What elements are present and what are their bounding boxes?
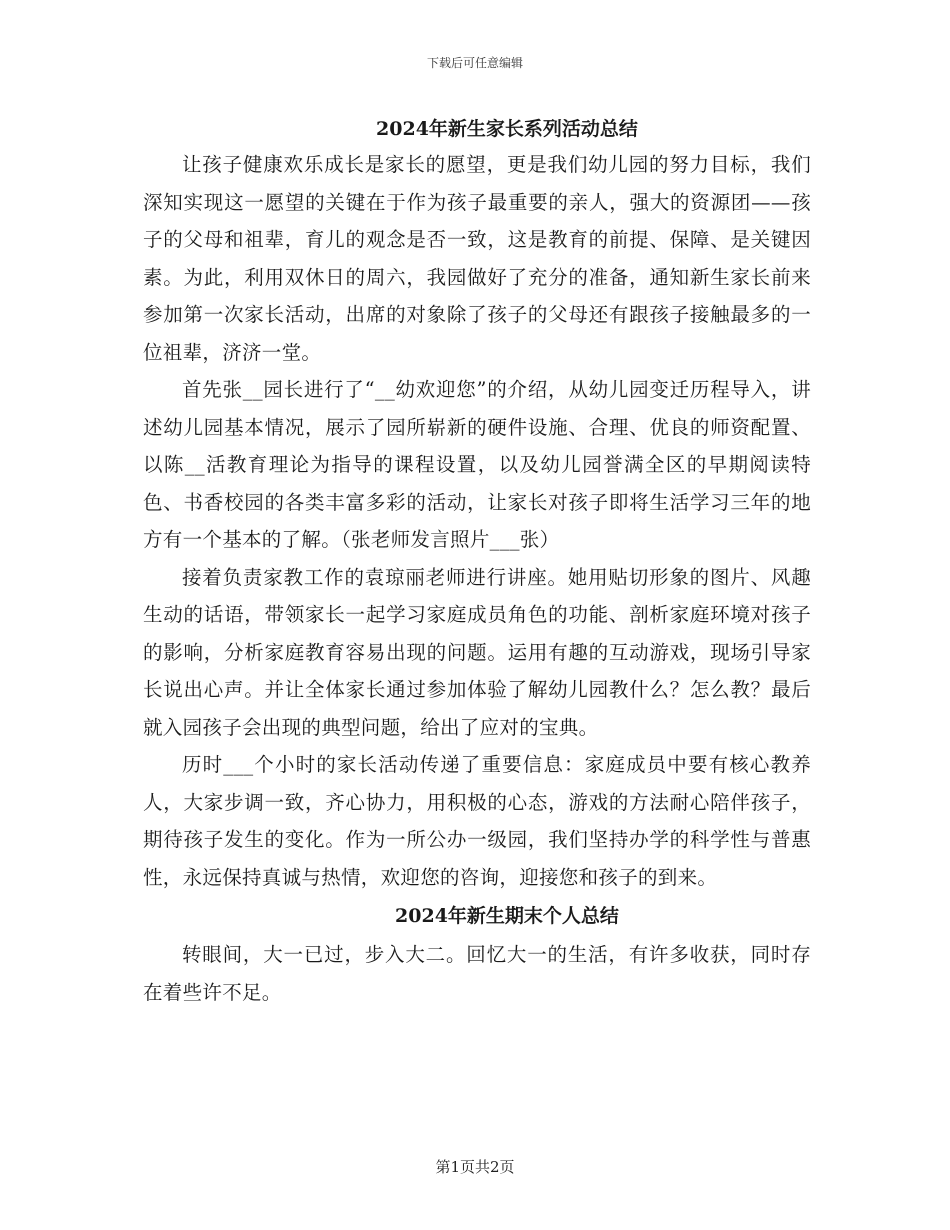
page-footer: 第1页共2页 (435, 1158, 515, 1176)
section-title: 2024年新生期末个人总结 (395, 905, 619, 927)
paragraph-1: 让孩子健康欢乐成长是家长的愿望，更是我们幼儿园的努力目标，我们深知实现这一愿望的关键在于作为孩子最重要的亲人，强大的资源团——孩子的父母和祖辈，育儿的观念是否一致，这是教育的前提、保障、是关键因素。为此，利用双休日的周六，我园做好了充分的准备，通知新生家长前来参加第一次家长活动，出席的对象除了孩子的父母还有跟孩子接触最多的一位祖辈，济济一堂。 (143, 153, 811, 364)
paragraph-2: 首先张__园长进行了“__幼欢迎您”的介绍，从幼儿园变迁历程导入，讲述幼儿园基本情况，展示了园所崭新的硬件设施、合理、优良的师资配置、以陈__活教育理论为指导的课程设置，以及幼儿园誉满全区的早期阅读特色、书香校园的各类丰富多彩的活动，让家长对孩子即将生活学习三年的地方有一个基本的了解。（张老师发言照片___张） (143, 378, 811, 551)
paragraph-5: 转眼间，大一已过，步入大二。回忆大一的生活，有许多收获，同时存在着些许不足。 (143, 943, 811, 1004)
paragraph-4: 历时___个小时的家长活动传递了重要信息：家庭成员中要有核心教养人，大家步调一致，齐心协力，用积极的心态，游戏的方法耐心陪伴孩子，期待孩子发生的变化。作为一所公办一级园，我们坚持办学的科学性与普惠性，永远保持真诚与热情，欢迎您的咨询，迎接您和孩子的到来。 (143, 753, 811, 889)
paragraph-3: 接着负责家教工作的袁琼丽老师进行讲座。她用贴切形象的图片、风趣生动的话语，带领家长一起学习家庭成员角色的功能、剖析家庭环境对孩子的影响，分析家庭教育容易出现的问题。运用有趣的互动游戏，现场引导家长说出心声。并让全体家长通过参加体验了解幼儿园教什么？怎么教？最后就入园孩子会出现的典型问题，给出了应对的宝典。 (143, 565, 811, 739)
page-header: 下载后可任意编辑 (426, 56, 523, 70)
document-body (143, 112, 811, 1011)
document-title: 2024年新生家长系列活动总结 (376, 118, 638, 140)
